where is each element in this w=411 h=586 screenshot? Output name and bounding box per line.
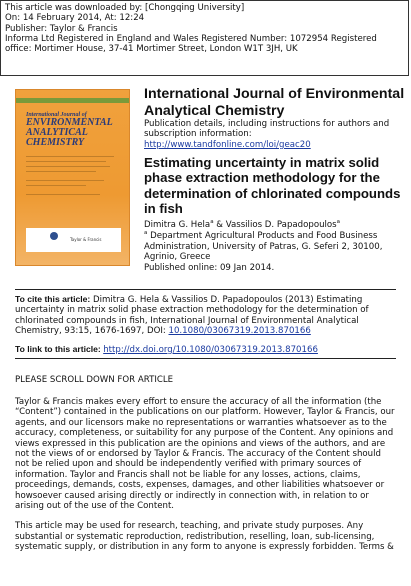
disclaimer	[15, 397, 396, 563]
cover-text-line	[26, 161, 106, 162]
author-line	[144, 220, 406, 230]
download-date-line: On: 14 February 2014, At: 12:24	[5, 13, 145, 24]
cover-title-word: ANALYTICAL	[26, 127, 88, 139]
cover-title-word: CHEMISTRY	[26, 137, 85, 149]
affiliation-text: Department Agricultural Products and Food Business Administration, University of Patras, G. Seferi 2, 30100, Agrinio, Greece	[144, 231, 383, 263]
divider	[15, 358, 396, 359]
cover-text-line	[26, 166, 110, 167]
divider	[15, 289, 396, 290]
publisher-line: Publisher: Taylor & Francis	[5, 23, 118, 34]
author-name: & Vassilios D. Papadopoulos	[213, 220, 337, 230]
affiliation	[144, 231, 406, 262]
disclaimer-paragraph: This article may be used for research, teaching, and private study purposes. Any substantial or systematic reproduction, redistribution, reselling, loan, sub-licensing, systematic supply, or distribution in any form to anyone is expressly forbidden. Terms &	[15, 521, 394, 553]
cover-text-line	[26, 194, 100, 195]
cover-text-line	[26, 185, 86, 186]
journal-cover-image	[15, 89, 130, 266]
citation-block	[15, 294, 396, 355]
scroll-notice: PLEASE SCROLL DOWN FOR ARTICLE	[15, 375, 174, 385]
cover-band	[16, 98, 129, 103]
download-notice-box	[0, 0, 409, 76]
journal-url-link[interactable]: http://www.tandfonline.com/loi/geac20	[144, 139, 311, 150]
registration-line: Informa Ltd Registered in England and Wales Registered Number: 1072954 Registered	[5, 33, 377, 44]
cover-text-line	[26, 180, 104, 181]
author-affiliation-marker: a	[336, 219, 341, 226]
publication-details	[144, 119, 406, 150]
citation-paragraph	[15, 294, 396, 337]
cover-text-line	[26, 156, 114, 157]
cover-title-top: International Journal of	[26, 112, 87, 118]
cover-publisher-logo-text: Taylor & Francis	[70, 237, 102, 242]
link-label: To link to this article:	[15, 343, 104, 354]
author-affiliation-marker: a	[210, 219, 214, 226]
publication-details-text: Publication details, including instructions for authors and	[144, 119, 390, 129]
cover-publisher-panel	[26, 228, 121, 252]
authors-block	[144, 220, 406, 273]
citation-text: Dimitra G. Hela & Vassilios D. Papadopoulos (2013) Estimating uncertainty in matrix solid phase extraction methodology for the determination of chlorinated compounds in fish, International Journal of Environmental Analytical Chemistry, 93:15, 1676-1697, DOI:	[15, 295, 369, 337]
article-link-line	[15, 344, 396, 355]
doi-link[interactable]: 10.1080/03067319.2013.870166	[168, 326, 311, 337]
cover-title	[26, 112, 126, 148]
article-url-link[interactable]: http://dx.doi.org/10.1080/03067319.2013.870166	[103, 344, 318, 355]
cover-text-line	[26, 171, 96, 172]
citation-label: To cite this article:	[15, 294, 91, 304]
cover-title-word: ENVIRONMENTAL	[26, 117, 113, 129]
disclaimer-paragraph: Taylor & Francis makes every effort to ensure the accuracy of all the information (the “Content”) contained in the publications on our platform. However, Taylor & Francis, our agents, and our licensors make no representations or warranties whatsoever as to the accuracy, completeness, or suitability for any purpose of the Content. Any opinions and views expressed in this publication are the opinions and views of the authors, and are not the views of or endorsed by Taylor & Francis. The accuracy of the Content should not be relied upon and should be independently verified with primary sources of information. Taylor and Francis shall not be liable for any losses, actions, claims, proceedings, demands, costs, expenses, damages, and other liabilities whatsoever or howsoever caused arising directly or indirectly in connection with, in relation to or arising out of the use of the Content.	[15, 397, 395, 512]
published-date: Published online: 09 Jan 2014.	[144, 262, 275, 273]
publisher-logo-icon	[50, 232, 58, 240]
author-name: Dimitra G. Hela	[144, 220, 211, 230]
download-notice-line: This article was downloaded by: [Chongqing University]	[5, 3, 245, 13]
journal-title: International Journal of Environmental Analytical Chemistry	[144, 86, 405, 119]
publication-details-text: subscription information:	[144, 129, 252, 140]
office-address-line: office: Mortimer House, 37-41 Mortimer Street, London W1T 3JH, UK	[5, 44, 298, 55]
affiliation-marker: a	[144, 230, 148, 237]
article-title: Estimating uncertainty in matrix solid phase extraction methodology for the determination of chlorinated compounds in fish	[144, 155, 401, 217]
